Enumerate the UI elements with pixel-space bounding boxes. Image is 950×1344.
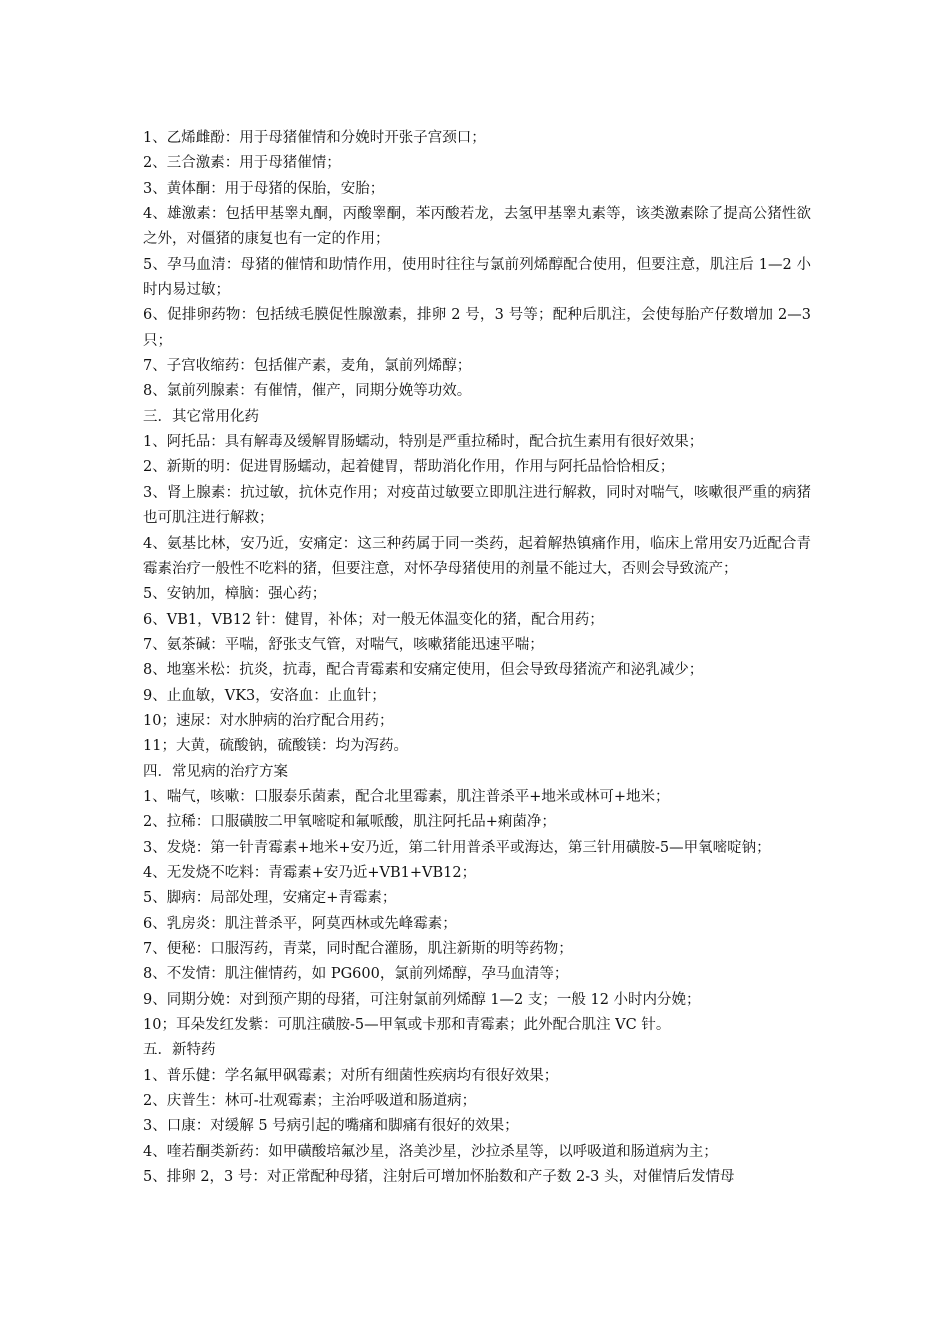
paragraph: 2、新斯的明：促进胃肠蠕动，起着健胃，帮助消化作用，作用与阿托品恰恰相反； (143, 459, 675, 476)
paragraph: 4、喹若酮类新药：如甲磺酸培氟沙星，洛美沙星，沙拉杀星等，以呼吸道和肠道病为主； (143, 1143, 718, 1160)
paragraph: 1、普乐健：学名氟甲砜霉素；对所有细菌性疾病均有很好效果； (143, 1067, 559, 1084)
paragraph: 2、庆普生：林可-壮观霉素；主治呼吸道和肠道病； (143, 1093, 477, 1110)
paragraph: 2、三合激素：用于母猪催情； (143, 155, 341, 172)
paragraph: 3、口康：对缓解 5 号病引起的嘴痛和脚痛有很好的效果； (143, 1118, 519, 1135)
section-heading: 三．其它常用化药 (143, 408, 259, 425)
document-body (143, 126, 811, 1190)
paragraph: 5、排卵 2，3 号：对正常配种母猪，注射后可增加怀胎数和产子数 2-3 头，对催情后发情母 (143, 1169, 735, 1186)
paragraph: 6、VB1，VB12 针：健胃，补体；对一般无体温变化的猪，配合用药； (143, 611, 604, 628)
section-heading: 五．新特药 (143, 1042, 216, 1059)
paragraph: 1、阿托品：具有解毒及缓解胃肠蠕动，特别是严重拉稀时，配合抗生素用有很好效果； (143, 434, 704, 451)
paragraph: 7、氨茶碱：平喘，舒张支气管，对喘气，咳嗽猪能迅速平喘； (143, 636, 544, 653)
paragraph: 11；大黄，硫酸钠，硫酸镁：均为泻药。 (143, 738, 408, 755)
paragraph: 9、止血敏，VK3，安洛血：止血针； (143, 687, 386, 704)
paragraph: 1、乙烯雌酚：用于母猪催情和分娩时开张子宫颈口； (143, 130, 486, 146)
paragraph: 10；速尿：对水肿病的治疗配合用药； (143, 712, 394, 729)
paragraph: 8、地塞米松：抗炎，抗毒，配合青霉素和安痛定使用，但会导致母猪流产和泌乳减少； (143, 662, 704, 679)
paragraph: 9、同期分娩：对到预产期的母猪，可注射氯前列烯醇 1—2 支；一般 12 小时内分娩； (143, 991, 701, 1008)
paragraph: 4、无发烧不吃料：青霉素+安乃近+VB1+VB12； (143, 864, 477, 881)
paragraph: 4、雄激素：包括甲基睾丸酮，丙酸睾酮，苯丙酸若龙，去氢甲基睾丸素等，该类激素除了提高公猪性欲之外，对僵猪的康复也有一定的作用； (143, 206, 811, 248)
paragraph: 1、喘气，咳嗽：口服泰乐菌素，配合北里霉素，肌注普杀平+地米或林可+地米； (143, 788, 670, 805)
paragraph: 3、黄体酮：用于母猪的保胎，安胎； (143, 180, 385, 197)
paragraph: 7、子宫收缩药：包括催产素，麦角，氯前列烯醇； (143, 358, 472, 375)
paragraph: 6、乳房炎：肌注普杀平，阿莫西林或先峰霉素； (143, 915, 457, 932)
paragraph: 5、安钠加，樟脑：强心药； (143, 586, 327, 603)
paragraph: 8、氯前列腺素：有催情，催产，同期分娩等功效。 (143, 383, 472, 400)
paragraph: 10；耳朵发红发紫：可肌注磺胺-5—甲氧或卡那和青霉素；此外配合肌注 VC 针。 (143, 1017, 671, 1034)
paragraph: 8、不发情：肌注催情药，如 PG600，氯前列烯醇，孕马血清等； (143, 966, 569, 983)
paragraph: 3、肾上腺素：抗过敏，抗休克作用；对疫苗过敏要立即肌注进行解救，同时对喘气，咳嗽很严重的病猪也可肌注进行解救； (143, 484, 811, 527)
paragraph: 3、发烧：第一针青霉素+地米+安乃近，第二针用普杀平或海达，第三针用磺胺-5—甲氧嘧啶钠； (143, 839, 771, 856)
section-heading: 四．常见病的治疗方案 (143, 763, 288, 780)
paragraph: 7、便秘：口服泻药，青菜，同时配合灌肠，肌注新斯的明等药物； (143, 941, 573, 957)
paragraph: 5、孕马血清：母猪的催情和助情作用，使用时往往与氯前列烯醇配合使用，但要注意，肌注后 1—2 小时内易过敏； (143, 256, 811, 299)
paragraph: 2、拉稀：口服磺胺二甲氧嘧啶和氟哌酸，肌注阿托品+痢菌净； (143, 814, 556, 831)
paragraph: 5、脚病：局部处理，安痛定+青霉素； (143, 890, 397, 907)
paragraph: 6、促排卵药物：包括绒毛膜促性腺激素，排卵 2 号，3 号等；配种后肌注，会使每胎产仔数增加 2—3 只； (143, 307, 811, 349)
paragraph: 4、氨基比林，安乃近，安痛定：这三种药属于同一类药，起着解热镇痛作用，临床上常用安乃近配合青霉素治疗一般性不吃料的猪，但要注意，对怀孕母猪使用的剂量不能过大，否则会导致流产； (143, 535, 811, 577)
